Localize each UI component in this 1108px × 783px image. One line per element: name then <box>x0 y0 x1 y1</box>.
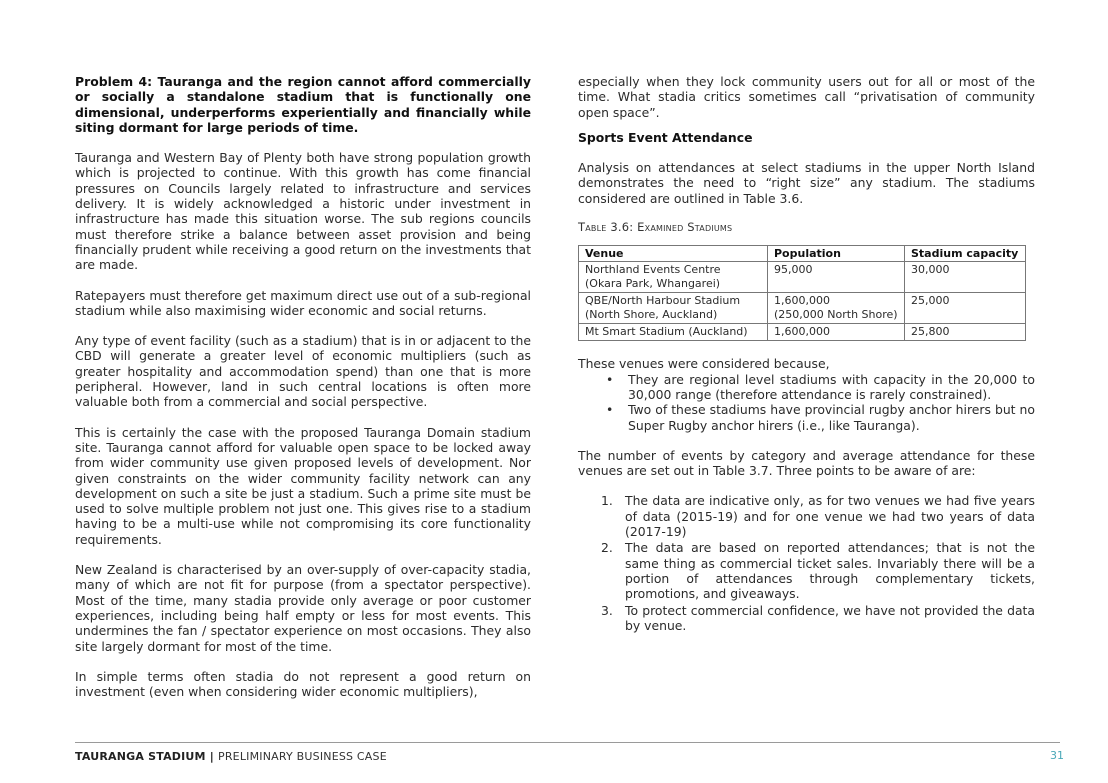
list-item: • Two of these stadiums have provincial rugby anchor hirers but no Super Rugby anchor hirers (i.e., like Tauranga). <box>628 402 1035 433</box>
points-list <box>578 493 1035 633</box>
stadiums-table <box>578 245 1026 341</box>
item-number: 3. <box>601 602 613 618</box>
venue-name: Northland Events Centre <box>585 263 721 277</box>
list-item <box>601 540 1035 602</box>
problem-heading: Problem 4: Tauranga and the region cannot afford commercially or socially a standalone stadium that is functionally one dimensional, underperforms experientially and financially while siting dormant for large periods of time. <box>75 74 531 135</box>
paragraph-oversupply: New Zealand is characterised by an over-supply of over-capacity stadia, many of which are not fit for purpose (from a spectator perspective). Most of the time, many stadia provide only average or poor customer experiences, including being half empty or less for most events. This undermines the fan / spectator experience on most occasions. They also site largely dormant for most of the time. <box>75 562 531 654</box>
left-column <box>75 74 531 699</box>
item-text: The data are indicative only, as for two venues we had five years of data (2015-19) and for one venue we had two years of data (2017-19) <box>625 493 1035 540</box>
list-item: • They are regional level stadiums with capacity in the 20,000 to 30,000 range (therefore attendance is rarely constrained). <box>628 372 1035 403</box>
table-row <box>579 262 1026 293</box>
paragraph-cbd: Any type of event facility (such as a stadium) that is in or adjacent to the CBD will generate a greater level of economic multipliers (such as greater hospitality and accommodation spend) than one that is more peripheral. However, land in such central locations is often more valuable both from a commercial and social perspective. <box>75 333 531 410</box>
footer-separator: | <box>205 750 218 763</box>
paragraph-domain-site: This is certainly the case with the proposed Tauranga Domain stadium site. Tauranga cannot afford for valuable open space to be locked away from wider community use given proposed levels of development. Nor given constraints on the wider community facility network can any development on such a site be just a stadium. Such a prime site must be used to solve multiple problem not just one. This gives rise to a stadium having to be a multi-use while not compromising its core functionality requirements. <box>75 424 531 547</box>
paragraph-growth: Tauranga and Western Bay of Plenty both have strong population growth which is projected to continue. With this growth has come financial pressures on Councils largely related to infrastructure and services delivery. It is widely acknowledged a historic under investment in infrastructure has made this situation worse. The sub regions councils must therefore strike a balance between asset provision and being financially prudent while receiving a good return on the investments that are made. <box>75 150 531 273</box>
cell-venue <box>579 262 768 293</box>
paragraph-ratepayers: Ratepayers must therefore get maximum direct use out of a sub-regional stadium while also maximising wider economic and social returns. <box>75 287 531 318</box>
venues-intro: These venues were considered because, <box>578 356 830 372</box>
table-row <box>579 324 1026 341</box>
item-number: 1. <box>601 493 613 509</box>
cell-population: 95,000 <box>768 262 905 293</box>
population-note: (250,000 North Shore) <box>774 308 898 322</box>
paragraph-analysis: Analysis on attendances at select stadiums in the upper North Island demonstrates the need to “right size” any stadium. The stadiums considered are outlined in Table 3.6. <box>578 160 1035 206</box>
paragraph-return: In simple terms often stadia do not represent a good return on investment (even when considering wider economic multipliers), <box>75 668 531 700</box>
paragraph-continuation: especially when they lock community users out for all or most of the time. What stadia critics sometimes call “privatisation of community open space”. <box>578 74 1035 120</box>
header-venue: Venue <box>579 246 768 262</box>
cell-capacity: 25,000 <box>905 293 1026 324</box>
table-header-row <box>579 246 1026 262</box>
cell-capacity: 30,000 <box>905 262 1026 293</box>
item-text: To protect commercial confidence, we have not provided the data by venue. <box>625 602 1035 633</box>
venue-location: (North Shore, Auckland) <box>585 308 718 322</box>
list-item <box>601 493 1035 540</box>
item-number: 2. <box>601 540 613 556</box>
footer-divider <box>75 742 1060 743</box>
section-subheading: Sports Event Attendance <box>578 129 753 145</box>
cell-capacity: 25,800 <box>905 324 1026 341</box>
population-value: 1,600,000 <box>774 294 830 308</box>
cell-population: 1,600,000 <box>768 324 905 341</box>
venue-location: (Okara Park, Whangarei) <box>585 277 721 291</box>
item-text: The data are based on reported attendances; that is not the same thing as commercial ticket sales. Invariably there will be a portion of attendances through complementary tickets, promotions, and giveaways. <box>625 540 1035 602</box>
footer-title: TAURANGA STADIUM <box>75 750 206 763</box>
cell-venue: Mt Smart Stadium (Auckland) <box>579 324 768 341</box>
cell-population <box>768 293 905 324</box>
page-number: 31 <box>1050 749 1064 762</box>
table-row <box>579 293 1026 324</box>
paragraph-events: The number of events by category and average attendance for these venues are set out in Table 3.7. Three points to be aware of are: <box>578 447 1035 479</box>
header-capacity: Stadium capacity <box>905 246 1026 262</box>
cell-venue <box>579 293 768 324</box>
footer <box>75 750 387 763</box>
header-population: Population <box>768 246 905 262</box>
right-column <box>578 74 1035 633</box>
venue-name: QBE/North Harbour Stadium <box>585 294 741 308</box>
table-caption: Table 3.6: Examined Stadiums <box>578 220 733 235</box>
reasons-list <box>578 372 1035 433</box>
list-item <box>601 602 1035 634</box>
footer-subtitle: PRELIMINARY BUSINESS CASE <box>218 750 387 763</box>
